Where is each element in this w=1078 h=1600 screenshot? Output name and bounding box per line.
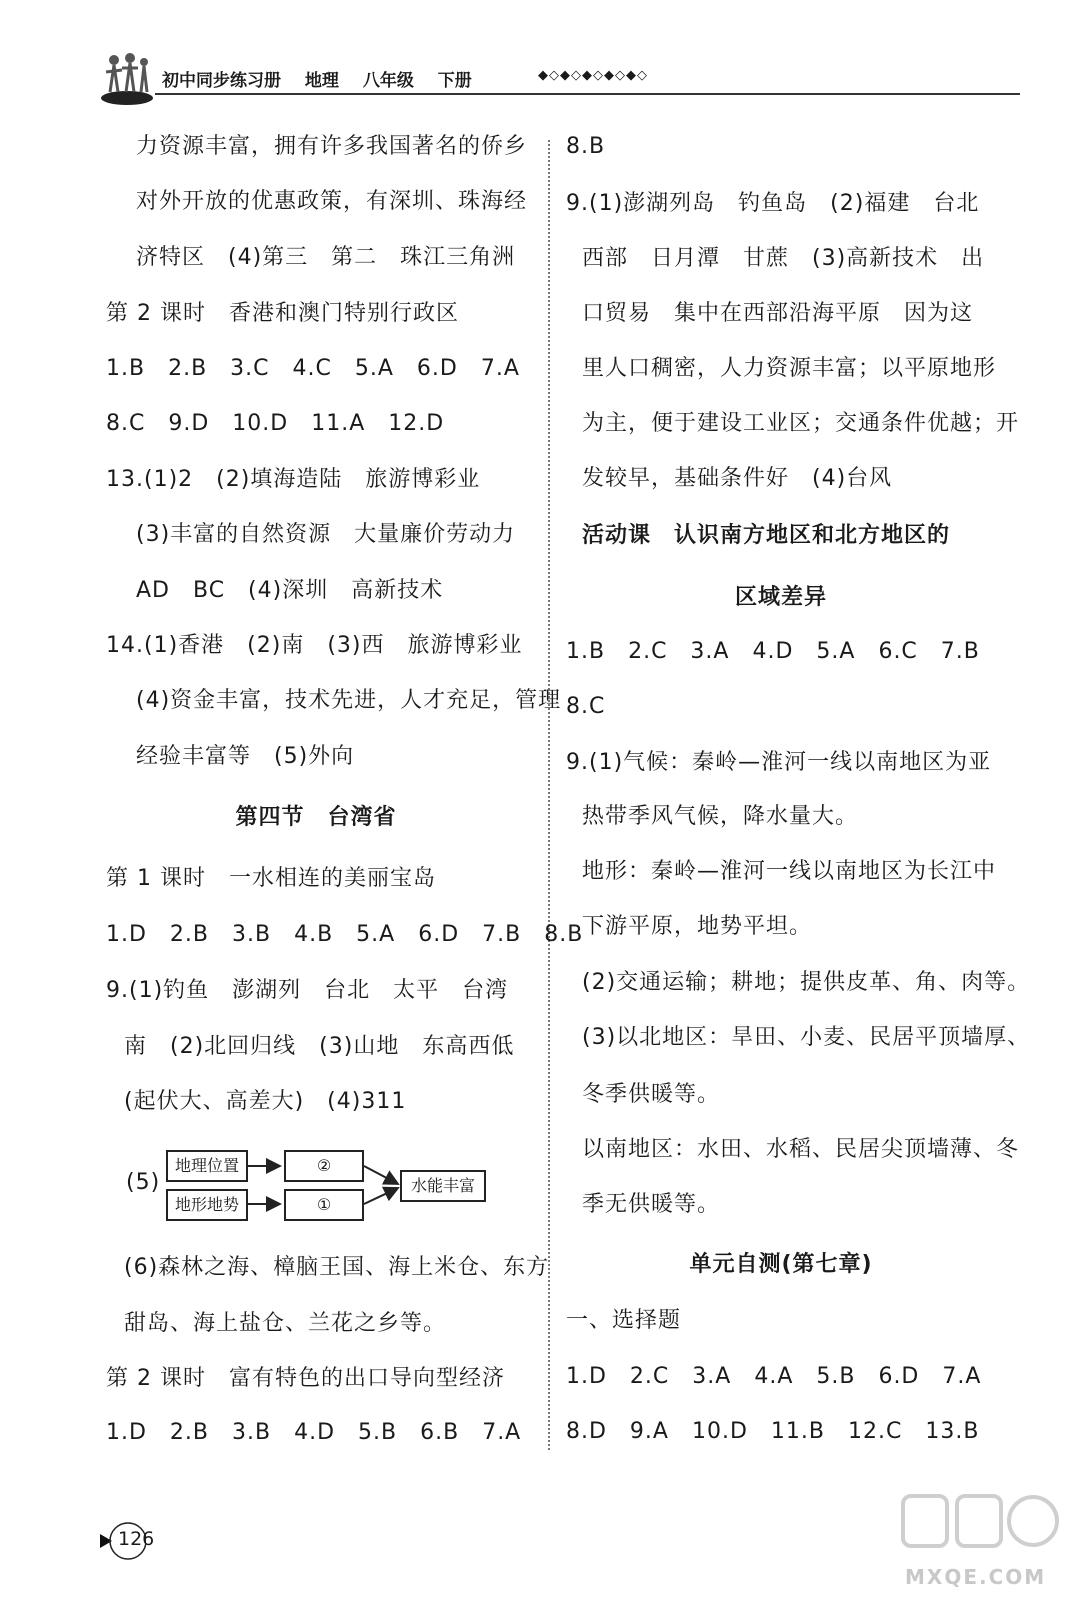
left-line-20: 甜岛、海上盐仓、兰花之乡等。 [124, 1311, 447, 1336]
right-line-6: 为主，便于建设工业区；交通条件优越；开 [582, 411, 1020, 436]
header-rule [155, 93, 1020, 95]
left-line-10: 14.(1)香港 (2)南 (3)西 旅游博彩业 [106, 633, 523, 658]
diagram-label: (5) [126, 1170, 161, 1195]
right-line-12: 9.(1)气候：秦岭—淮河一线以南地区为亚 [566, 750, 992, 775]
header-title [162, 66, 490, 91]
box-answer-one: ① [284, 1189, 364, 1221]
section-heading-taiwan: 第四节 台湾省 [235, 805, 397, 830]
right-line-20: 季无供暖等。 [582, 1192, 721, 1217]
book-title: 初中同步练习册 [162, 71, 281, 91]
subject-label: 地理 [304, 71, 339, 91]
box-geographic-location: 地理位置 [166, 1150, 248, 1182]
watermark-text: MXQE.COM [905, 1565, 1047, 1589]
left-line-8: (3)丰富的自然资源 大量廉价劳动力 [136, 522, 516, 547]
unit-test-heading: 单元自测(第七章) [689, 1252, 873, 1277]
right-line-3: 西部 日月潭 甘蔗 (3)高新技术 出 [582, 246, 985, 271]
page-number: 126 [118, 1528, 155, 1550]
right-line-14: 地形：秦岭—淮河一线以南地区为长江中 [582, 859, 997, 884]
right-line-10: 1.B 2.C 3.A 4.D 5.A 6.C 7.B [566, 639, 980, 664]
box-terrain: 地形地势 [166, 1189, 248, 1221]
box-hydropower: 水能丰富 [400, 1170, 486, 1202]
left-line-1: 力资源丰富，拥有许多我国著名的侨乡 [136, 134, 528, 159]
activity-heading: 活动课 认识南方地区和北方地区的 [582, 523, 951, 548]
left-line-19: (6)森林之海、樟脑王国、海上米仓、东方 [124, 1255, 550, 1280]
left-line-7: 13.(1)2 (2)填海造陆 旅游博彩业 [106, 467, 481, 492]
left-line-15: 1.D 2.B 3.B 4.B 5.A 6.D 7.B 8.B [106, 922, 584, 947]
right-line-15: 下游平原，地势平坦。 [582, 914, 813, 939]
right-line-18: 冬季供暖等。 [582, 1082, 721, 1107]
right-line-1: 8.B [566, 134, 606, 159]
right-line-5: 里人口稠密，人力资源丰富；以平原地形 [582, 356, 997, 381]
header-ornament: ◆◇◆◇◆◇◆◇◆◇ [538, 68, 648, 83]
right-line-4: 口贸易 集中在西部沿海平原 因为这 [582, 301, 974, 326]
left-line-3: 济特区 (4)第三 第二 珠江三角洲 [136, 245, 516, 270]
right-line-7: 发较早，基础条件好 (4)台风 [582, 466, 893, 491]
box-answer-two: ② [284, 1150, 364, 1182]
right-line-17: (3)以北地区：旱田、小麦、民居平顶墙厚、 [582, 1025, 1031, 1050]
lesson-heading-hk-macau: 第 2 课时 香港和澳门特别行政区 [106, 301, 459, 326]
left-line-5: 1.B 2.B 3.C 4.C 5.A 6.D 7.A [106, 356, 520, 381]
left-line-17: 南 (2)北回归线 (3)山地 东高西低 [124, 1034, 515, 1059]
right-line-13: 热带季风气候，降水量大。 [582, 804, 859, 829]
page-header [100, 48, 1020, 108]
right-line-23: 1.D 2.C 3.A 4.A 5.B 6.D 7.A [566, 1364, 982, 1389]
right-line-16: (2)交通运输；耕地；提供皮革、角、肉等。 [582, 970, 1031, 995]
right-line-11: 8.C [566, 694, 606, 719]
left-line-9: AD BC (4)深圳 高新技术 [136, 578, 444, 603]
right-line-22: 一、选择题 [566, 1308, 682, 1333]
flow-diagram [132, 1144, 492, 1224]
left-line-6: 8.C 9.D 10.D 11.A 12.D [106, 411, 445, 436]
left-line-11: (4)资金丰富，技术先进，人才充足，管理 [136, 688, 562, 713]
left-line-12: 经验丰富等 (5)外向 [136, 744, 355, 769]
right-line-24: 8.D 9.A 10.D 11.B 12.C 13.B [566, 1419, 980, 1444]
activity-heading-cont: 区域差异 [734, 585, 827, 610]
grade-label: 八年级 [362, 71, 414, 91]
right-line-19: 以南地区：水田、水稻、民居尖顶墙薄、冬 [582, 1137, 1020, 1162]
book-logo-icon [100, 48, 155, 108]
left-line-18: (起伏大、高差大) (4)311 [124, 1089, 407, 1114]
left-line-22: 1.D 2.B 3.B 4.D 5.B 6.B 7.A [106, 1420, 522, 1445]
right-line-2: 9.(1)澎湖列岛 钓鱼岛 (2)福建 台北 [566, 191, 980, 216]
volume-label: 下册 [437, 71, 472, 91]
lesson-heading-taiwan-2: 第 2 课时 富有特色的出口导向型经济 [106, 1366, 505, 1391]
left-line-16: 9.(1)钓鱼 澎湖列 台北 太平 台湾 [106, 978, 509, 1003]
left-line-2: 对外开放的优惠政策，有深圳、珠海经 [136, 189, 528, 214]
lesson-heading-taiwan-1: 第 1 课时 一水相连的美丽宝岛 [106, 866, 436, 891]
